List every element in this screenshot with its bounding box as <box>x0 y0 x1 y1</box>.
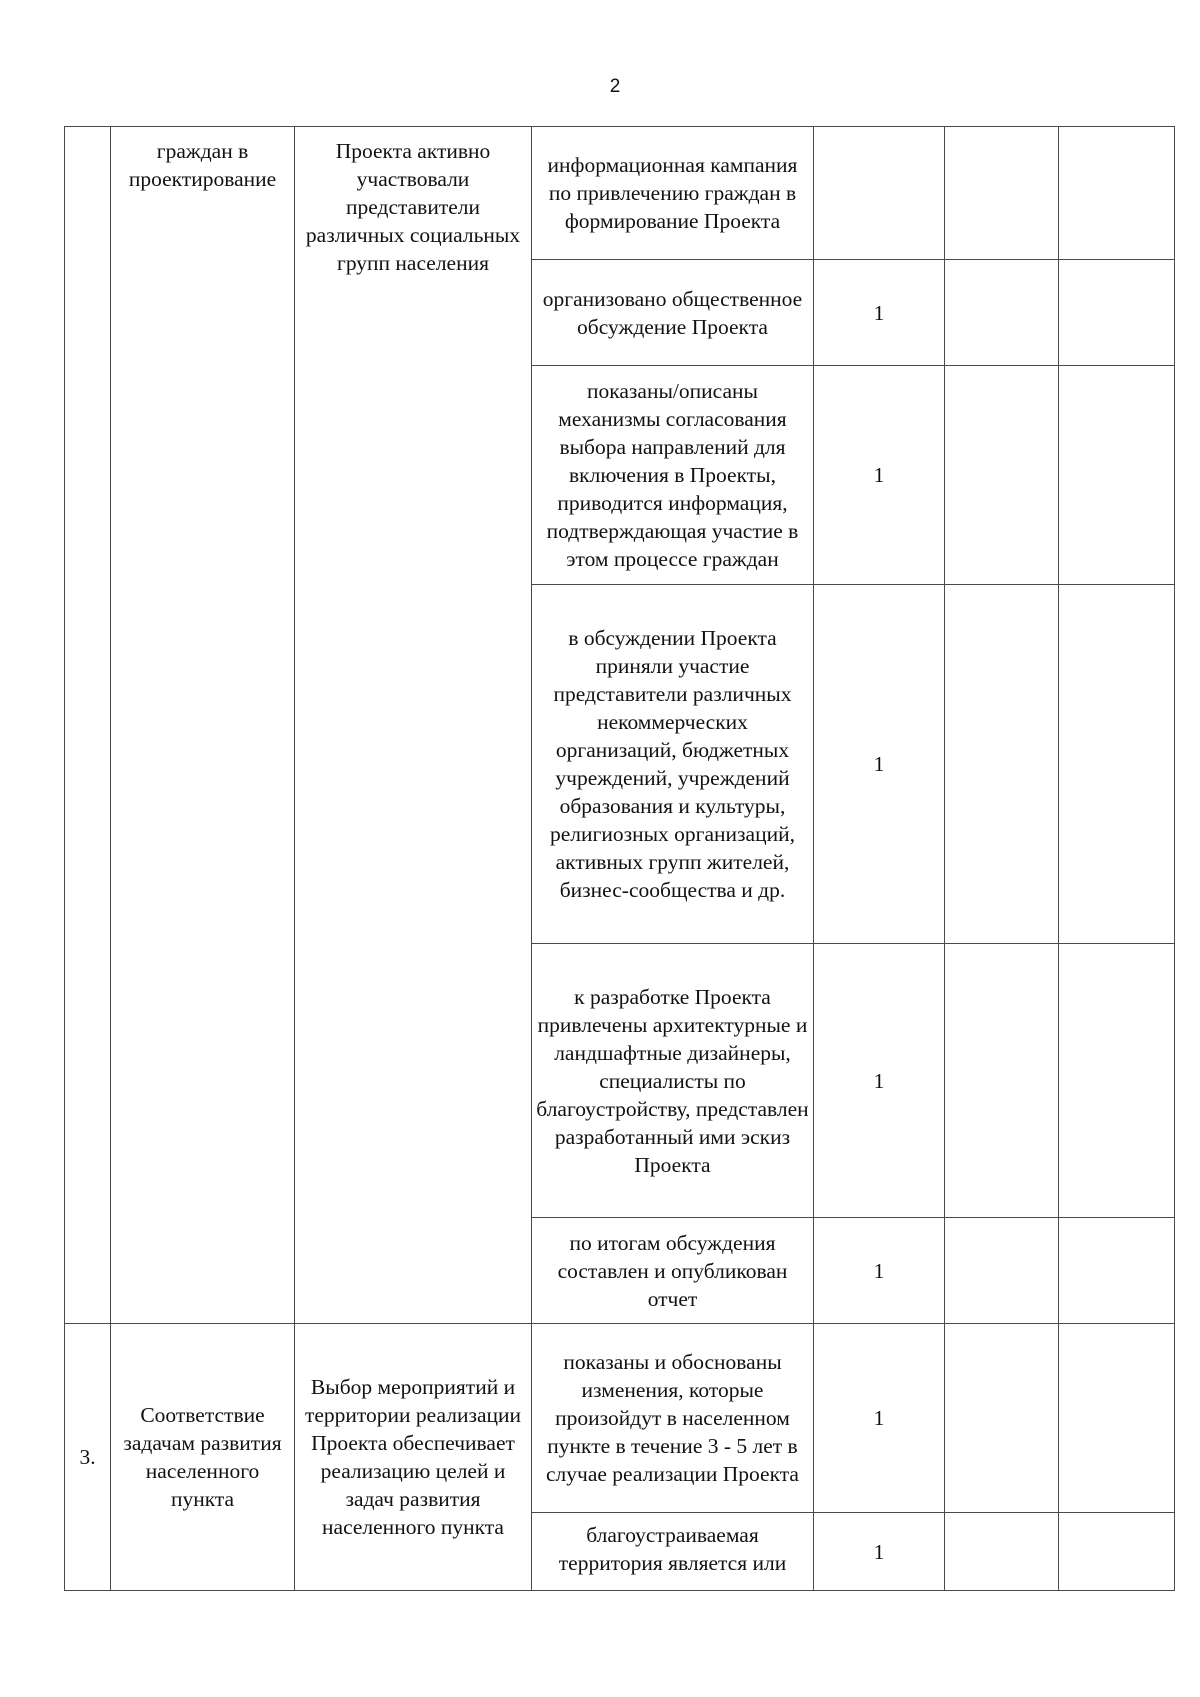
empty-cell <box>945 1513 1059 1591</box>
empty-cell <box>945 366 1059 585</box>
criterion-indicator-cell: в обсуждении Проекта приняли участие представители различных некоммерческих организаций, бюджетных учреждений, учреждений образования и культуры, религиозных организаций, активных групп жителей, бизнес-сообщества и др. <box>532 585 814 944</box>
empty-cell <box>1059 366 1175 585</box>
criterion-indicator-cell: показаны и обоснованы изменения, которые произойдут в населенном пункте в течение 3 - 5 лет в случае реализации Проекта <box>532 1324 814 1513</box>
row-number-cell: 3. <box>65 1324 111 1591</box>
criterion-name-cell: граждан в проектирование <box>111 127 295 1324</box>
table-row <box>65 127 1175 260</box>
score-cell: 1 <box>814 585 945 944</box>
empty-cell <box>1059 1513 1175 1591</box>
score-cell: 1 <box>814 944 945 1218</box>
empty-cell <box>1059 127 1175 260</box>
empty-cell <box>1059 260 1175 366</box>
criterion-indicator-cell: к разработке Проекта привлечены архитектурные и ландшафтные дизайнеры, специалисты по благоустройству, представлен разработанный ими эскиз Проекта <box>532 944 814 1218</box>
criterion-indicator-cell: организовано общественное обсуждение Проекта <box>532 260 814 366</box>
empty-cell <box>945 127 1059 260</box>
empty-cell <box>945 1324 1059 1513</box>
criteria-table <box>64 126 1175 1591</box>
score-cell: 1 <box>814 260 945 366</box>
empty-cell <box>945 944 1059 1218</box>
criterion-name-cell: Соответствие задачам развития населенного пункта <box>111 1324 295 1591</box>
score-cell: 1 <box>814 1324 945 1513</box>
page-number: 2 <box>609 76 621 97</box>
criterion-description-cell: Выбор мероприятий и территории реализации Проекта обеспечивает реализацию целей и задач развития населенного пункта <box>295 1324 532 1591</box>
empty-cell <box>945 585 1059 944</box>
criterion-indicator-cell: показаны/описаны механизмы согласования выбора направлений для включения в Проекты, приводится информация, подтверждающая участие в этом процессе граждан <box>532 366 814 585</box>
criterion-description-cell: Проекта активно участвовали представители различных социальных групп населения <box>295 127 532 1324</box>
criterion-indicator-cell: по итогам обсуждения составлен и опубликован отчет <box>532 1218 814 1324</box>
criterion-indicator-cell: благоустраиваемая территория является или <box>532 1513 814 1591</box>
criterion-indicator-cell: информационная кампания по привлечению граждан в формирование Проекта <box>532 127 814 260</box>
row-number-cell <box>65 127 111 1324</box>
empty-cell <box>945 1218 1059 1324</box>
table-row <box>65 1324 1175 1513</box>
score-cell: 1 <box>814 1513 945 1591</box>
empty-cell <box>1059 585 1175 944</box>
empty-cell <box>945 260 1059 366</box>
score-cell <box>814 127 945 260</box>
score-cell: 1 <box>814 1218 945 1324</box>
empty-cell <box>1059 1218 1175 1324</box>
empty-cell <box>1059 944 1175 1218</box>
score-cell: 1 <box>814 366 945 585</box>
empty-cell <box>1059 1324 1175 1513</box>
